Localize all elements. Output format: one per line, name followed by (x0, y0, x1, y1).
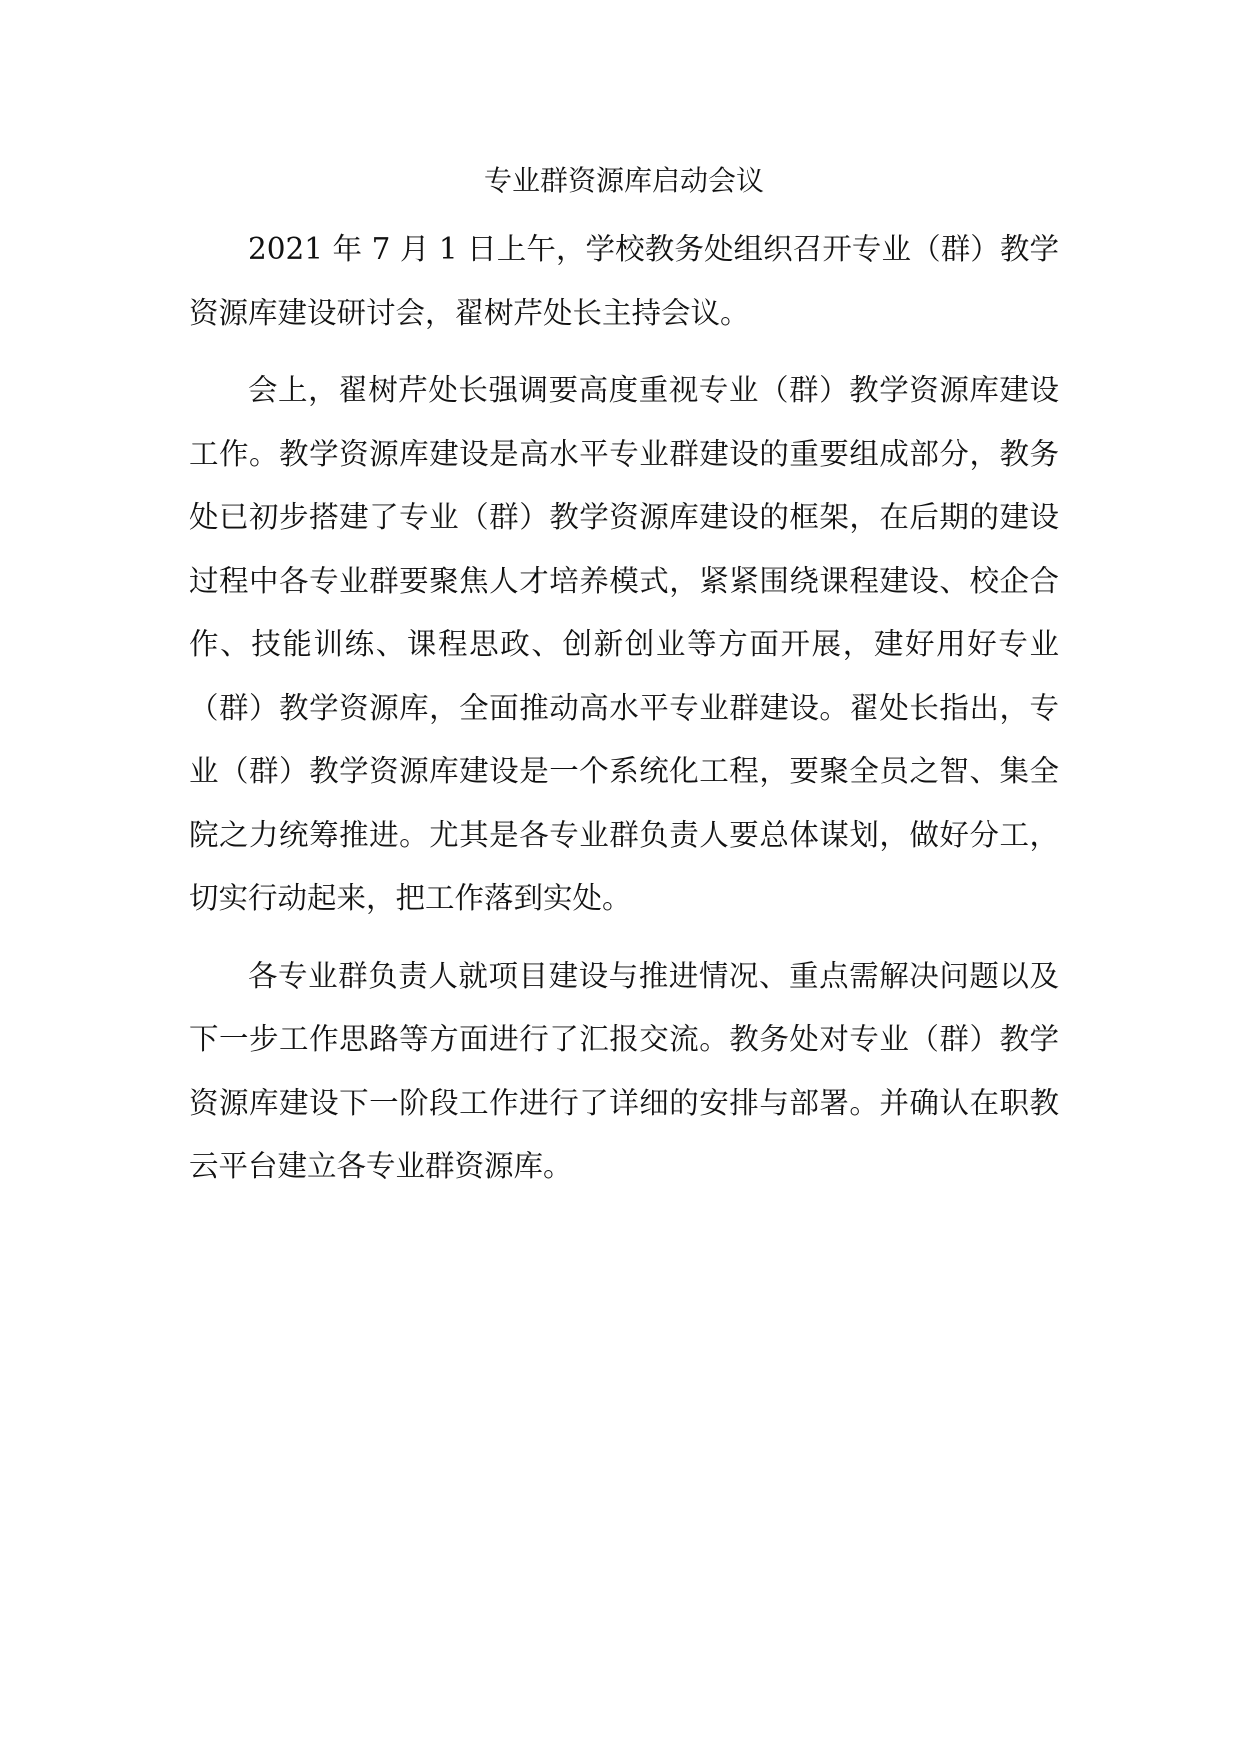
paragraph-meeting-remarks: 会上，翟树芹处长强调要高度重视专业（群）教学资源库建设工作。教学资源库建设是高水平专业群建设的重要组成部分，教务处已初步搭建了专业（群）教学资源库建设的框架，在后期的建设过程中各专业群要聚焦人才培养模式，紧紧围绕课程建设、校企合作、技能训练、课程思政、创新创业等方面开展，建好用好专业（群）教学资源库，全面推动高水平专业群建设。翟处长指出，专业（群）教学资源库建设是一个系统化工程，要聚全员之智、集全院之力统筹推进。尤其是各专业群负责人要总体谋划，做好分工，切实行动起来，把工作落到实处。 (189, 373, 1059, 915)
paragraph-meeting-reports: 各专业群负责人就项目建设与推进情况、重点需解决问题以及下一步工作思路等方面进行了汇报交流。教务处对专业（群）教学资源库建设下一阶段工作进行了详细的安排与部署。并确认在职教云平台建立各专业群资源库。 (189, 958, 1059, 1183)
document-title: 专业群资源库启动会议 (483, 164, 764, 197)
paragraph-meeting-intro: 2021 年 7 月 1 日上午，学校教务处组织召开专业（群）教学资源库建设研讨会，翟树芹处长主持会议。 (189, 232, 1059, 330)
document-body (189, 158, 1059, 1199)
